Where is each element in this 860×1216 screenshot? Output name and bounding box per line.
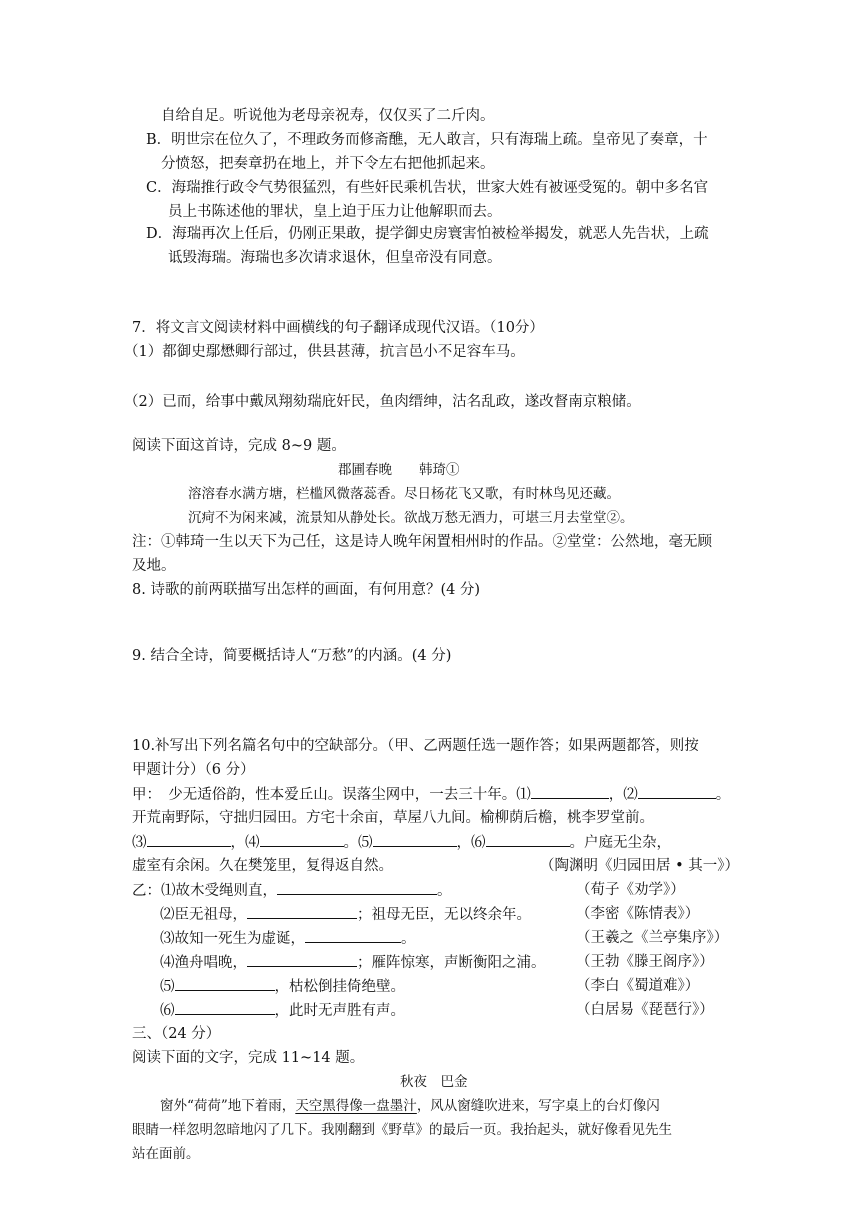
yi-blank-5[interactable] bbox=[175, 974, 275, 991]
jia-line-4: 虚室有余闲。久在樊笼里，复得返自然。 bbox=[132, 858, 393, 874]
passage-line-1: 窗外“荷荷”地下着雨，天空黑得像一盘墨汁，风从窗缝吹进来，写字桌上的台灯像闪 bbox=[160, 1098, 660, 1114]
blank-2[interactable] bbox=[638, 782, 716, 799]
q8-question: 8. 诗歌的前两联描写出怎样的画面，有何用意？(4 分) bbox=[132, 582, 481, 598]
q10-title-line1: 10.补写出下列名篇名句中的空缺部分。（甲、乙两题任选一题作答；如果两题都答，则按 bbox=[132, 738, 699, 754]
yi-row-6: ⑹ ，此时无声胜有声。 （白居易《琵琶行》） bbox=[160, 998, 832, 1022]
poem-title: 郡圃春晚 韩琦① bbox=[338, 462, 460, 478]
poem-note-line2: 及地。 bbox=[132, 558, 176, 574]
q7-sentence-2: （2）已而，给事中戴凤翔劾瑞庇奸民，鱼肉缙绅，沽名乱政，遂改督南京粮储。 bbox=[124, 394, 641, 410]
yi-row-4: ⑷渔舟唱晚， ；雁阵惊寒，声断衡阳之浦。 （王勃《滕王阁序》） bbox=[160, 950, 832, 974]
option-b-line1: B．明世宗在位久了，不理政务而修斋醮，无人敢言，只有海瑞上疏。皇帝见了奏章，十 bbox=[146, 132, 708, 148]
poem-intro: 阅读下面这首诗，完成 8~9 题。 bbox=[132, 438, 346, 454]
option-d-line1: D．海瑞再次上任后，仍刚正果敢，提学御史房寰害怕被检举揭发，就恶人先告状，上疏 bbox=[146, 226, 709, 242]
poem-note-line1: 注：①韩琦一生以天下为己任，这是诗人晚年闲置相州时的作品。②堂堂：公然地，毫无顾 bbox=[132, 534, 712, 550]
section-3-intro: 阅读下面的文字，完成 11~14 题。 bbox=[132, 1050, 365, 1066]
blank-3[interactable] bbox=[147, 830, 231, 847]
yi-row-5: ⑸ ，枯松倒挂倚绝壁。 （李白《蜀道难》） bbox=[160, 974, 832, 998]
blank-1[interactable] bbox=[531, 782, 609, 799]
jia-line-2: 开荒南野际，守拙归园田。方宅十余亩，草屋八九间。榆柳荫后檐，桃李罗堂前。 bbox=[132, 810, 654, 826]
yi-blank-4[interactable] bbox=[247, 950, 357, 967]
passage-line-2: 眼睛一样忽明忽暗地闪了几下。我刚翻到《野草》的最后一页。我抬起头，就好像看见先生 bbox=[132, 1122, 672, 1138]
poem-line-1: 溶溶春水满方塘，栏槛风微落蕊香。尽日杨花飞又歌，有时林鸟见还藏。 bbox=[188, 486, 620, 502]
blank-4[interactable] bbox=[260, 830, 344, 847]
option-a-continuation: 自给自足。听说他为老母亲祝寿，仅仅买了二斤肉。 bbox=[161, 108, 495, 124]
passage-line-3: 站在面前。 bbox=[132, 1146, 200, 1162]
option-d-line2: 诋毁海瑞。海瑞也多次请求退休，但皇帝没有同意。 bbox=[168, 250, 502, 266]
passage-title: 秋夜 巴金 bbox=[400, 1074, 468, 1090]
jia-line-3: ⑶ ，⑷ 。⑸ ，⑹ 。户庭无尘杂， bbox=[132, 830, 671, 855]
jia-source: （陶渊明《归园田居 • 其一》） bbox=[540, 858, 740, 874]
yi-blank-1[interactable] bbox=[277, 878, 437, 895]
blank-6[interactable] bbox=[486, 830, 570, 847]
yi-blank-3[interactable] bbox=[305, 926, 401, 943]
poem-line-2: 沉疴不为闲来减，流景知从静处长。欲战万愁无酒力，可堪三月去堂堂②。 bbox=[188, 510, 634, 526]
q7-title: 7．将文言文阅读材料中画横线的句子翻译成现代汉语。（10分） bbox=[132, 320, 544, 336]
yi-row-3: ⑶故知一死生为虚诞， 。 （王羲之《兰亭集序》） bbox=[160, 926, 832, 950]
yi-row-1: 乙：⑴故木受绳则直， 。 （荀子《劝学》） bbox=[132, 878, 832, 902]
q9-question: 9. 结合全诗，简要概括诗人“万愁”的内涵。(4 分) bbox=[132, 648, 452, 664]
yi-row-2: ⑵臣无祖母， ；祖母无臣，无以终余年。 （李密《陈情表》） bbox=[160, 902, 832, 926]
q7-sentence-1: （1）都御史鄢懋卿行部过，供县甚薄，抗言邑小不足容车马。 bbox=[124, 344, 525, 360]
option-c-line1: C．海瑞推行政令气势很猛烈，有些奸民乘机告状，世家大姓有被诬受冤的。朝中多名官 bbox=[146, 180, 709, 196]
jia-line-1: 甲： 少无适俗韵，性本爱丘山。误落尘网中，一去三十年。⑴ ，⑵ 。 bbox=[132, 782, 730, 807]
q10-title-line2: 甲题计分）（6 分） bbox=[132, 762, 255, 778]
blank-5[interactable] bbox=[373, 830, 457, 847]
option-b-line2: 分愤怒，把奏章扔在地上，并下令左右把他抓起来。 bbox=[161, 156, 495, 172]
underlined-sentence: 天空黑得像一盘墨汁 bbox=[295, 1098, 417, 1114]
option-c-line2: 员上书陈述他的罪状，皇上迫于压力让他解职而去。 bbox=[168, 204, 502, 220]
yi-blank-2[interactable] bbox=[247, 902, 357, 919]
yi-blank-6[interactable] bbox=[175, 998, 275, 1015]
section-3-heading: 三、（24 分） bbox=[132, 1026, 221, 1042]
